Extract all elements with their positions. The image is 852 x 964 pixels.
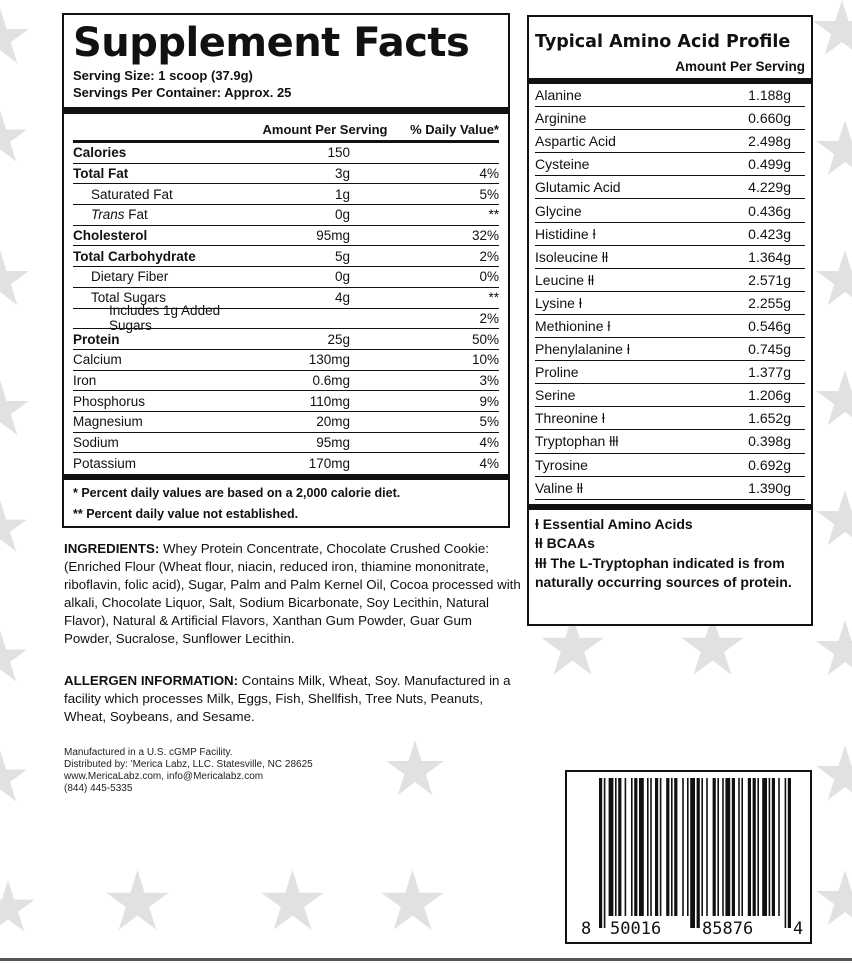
nutrient-name: Total Sugars — [91, 290, 167, 306]
amino-name: Serine — [535, 387, 576, 404]
amino-name: Valine ƚƚ — [535, 479, 583, 496]
barcode-bar — [788, 778, 791, 928]
amino-row — [535, 153, 805, 176]
nutrient-amount: 25g — [327, 331, 350, 347]
nutrient-amount: 1g — [334, 186, 350, 202]
amino-table — [535, 84, 805, 500]
amino-value: 0.745g — [748, 341, 791, 358]
nutrient-dv: 3% — [479, 372, 499, 388]
barcode-bar — [769, 778, 771, 916]
barcode-bar — [599, 778, 602, 928]
nutrient-dv: ** — [488, 290, 499, 306]
barcode-bar — [772, 778, 775, 916]
amino-value: 1.188g — [748, 87, 791, 104]
amino-value: 2.571g — [748, 271, 791, 288]
barcode-bar — [722, 778, 724, 916]
nutrient-name: Total Carbohydrate — [73, 248, 196, 264]
barcode-bar — [785, 778, 787, 928]
nutrient-dv: 32% — [471, 228, 499, 244]
amino-row — [535, 454, 805, 477]
nutrient-name: Total Fat — [73, 166, 129, 182]
amino-name: Tyrosine — [535, 456, 588, 473]
nutrient-name: Protein — [73, 331, 120, 347]
nutrient-dv: ** — [488, 207, 499, 223]
nutrient-amount: 20mg — [316, 414, 350, 430]
barcode-bar — [778, 778, 780, 916]
nutrient-amount: 150 — [327, 145, 350, 161]
nutrition-row — [73, 433, 499, 454]
mfg-line: www.MericaLabz.com, info@Mericalabz.com — [64, 771, 264, 782]
nutrition-row — [73, 267, 499, 288]
nutrition-row — [73, 143, 499, 164]
star-decoration-icon — [0, 750, 28, 806]
star-decoration-icon — [385, 740, 445, 800]
barcode-bar — [741, 778, 743, 916]
nutrient-amount: 95mg — [316, 434, 350, 450]
barcode-bar — [634, 778, 637, 916]
nutrient-dv: 50% — [471, 331, 499, 347]
nutrient-dv: 4% — [479, 166, 499, 182]
amino-row — [535, 384, 805, 407]
amino-title: Typical Amino Acid Profile — [535, 32, 791, 52]
amino-value: 2.255g — [748, 294, 791, 311]
barcode-bar — [604, 778, 606, 928]
nutrition-row — [73, 303, 499, 334]
amino-row — [535, 407, 805, 430]
amino-value: 1.390g — [748, 479, 791, 496]
barcode-bar — [674, 778, 677, 916]
amino-name: Glycine — [535, 202, 582, 219]
star-decoration-icon — [0, 630, 28, 686]
servings-per-container: Servings Per Container: Approx. 25 — [73, 85, 292, 100]
amino-name: Aspartic Acid — [535, 133, 616, 150]
allergen-label: ALLERGEN INFORMATION: — [64, 673, 239, 688]
amino-row — [535, 292, 805, 315]
divider — [64, 107, 508, 114]
barcode-bar — [706, 778, 708, 916]
nutrient-name: Magnesium — [73, 414, 143, 430]
ingredients-list: Whey Protein Concentrate, Chocolate Crushed Cookie: (Enriched Flour (Wheat flour, niacin, reduced iron, thiamine mononitrate, riboflavin, folic acid), Sugar, Palm and Palm Kernel Oil, Cocoa processed with alkali, Chocolate Liquor, Salt, Sodium Bicarbonate, Soy Lecithin, Natural Flavor), Natural & Artificial Flavors, Xanthan Gum Powder, Guar Gum Powder, Sucralose, Sunflower Lecithin. — [64, 541, 521, 646]
amino-row — [535, 269, 805, 292]
allergen-list: Contains Milk, Wheat, Soy. Manufactured in a facility which processes Milk, Eggs, Fish, Shellfish, Tree Nuts, Peanuts, Wheat, Soybeans, and Sesame. — [64, 673, 511, 724]
legend-essential: ƚ Essential Amino Acids — [535, 515, 693, 532]
amino-row — [535, 430, 805, 453]
star-decoration-icon — [380, 870, 445, 935]
star-decoration-icon — [815, 250, 852, 310]
star-decoration-icon — [815, 745, 852, 805]
nutrient-amount: 170mg — [308, 456, 350, 472]
amino-name: Methionine ƚ — [535, 317, 611, 334]
amino-name: Histidine ƚ — [535, 225, 596, 242]
nutrient-amount: 0.6mg — [312, 372, 350, 388]
barcode-bar — [625, 778, 627, 916]
barcode-bar — [615, 778, 617, 916]
amino-row — [535, 199, 805, 222]
nutrition-row — [73, 453, 499, 474]
amount-column-header: Amount Per Serving — [262, 121, 388, 137]
amino-row — [535, 84, 805, 107]
barcode-bar — [631, 778, 633, 916]
supplement-facts-panel — [62, 13, 510, 528]
footnote-not-established: ** Percent daily value not established. — [73, 507, 299, 521]
barcode-bars — [567, 772, 810, 942]
amino-value: 0.660g — [748, 110, 791, 127]
nutrient-name: Calories — [73, 145, 127, 161]
daily-value-column-header: % Daily Value* — [410, 121, 499, 137]
barcode-bar — [748, 778, 751, 916]
nutrient-amount: 110mg — [309, 393, 350, 409]
amino-row — [535, 176, 805, 199]
nutrient-dv: 10% — [471, 352, 499, 368]
barcode-bar — [717, 778, 719, 916]
amino-name: Leucine ƚƚ — [535, 271, 595, 288]
nutrient-amount: 95mg — [316, 228, 350, 244]
nutrient-name: Potassium — [73, 456, 137, 472]
nutrient-name: Dietary Fiber — [91, 269, 169, 285]
amino-name: Alanine — [535, 87, 582, 104]
star-decoration-icon — [0, 250, 30, 310]
amino-row — [535, 361, 805, 384]
star-decoration-icon — [815, 490, 852, 550]
nutrient-dv: 9% — [479, 393, 499, 409]
nutrient-amount: 5g — [334, 248, 350, 264]
barcode-bar — [757, 778, 759, 916]
barcode-bar — [650, 778, 652, 916]
barcode-bar — [701, 778, 703, 916]
barcode-bar — [713, 778, 716, 916]
mfg-line: Distributed by: 'Merica Labz, LLC. Statesville, NC 28625 — [64, 759, 313, 770]
divider — [64, 474, 508, 480]
star-decoration-icon — [815, 370, 852, 430]
amino-row — [535, 107, 805, 130]
star-decoration-icon — [812, 0, 852, 60]
nutrient-name: Saturated Fat — [91, 186, 173, 202]
barcode-bar — [618, 778, 621, 916]
amino-name: Cysteine — [535, 156, 590, 173]
barcode-bar — [647, 778, 649, 916]
nutrition-row — [73, 329, 499, 350]
amino-row — [535, 338, 805, 361]
barcode-bar — [655, 778, 658, 916]
supplement-facts-title: Supplement Facts — [73, 20, 470, 66]
legend-bcaa: ƚƚ BCAAs — [535, 535, 595, 552]
star-decoration-icon — [815, 120, 852, 180]
amino-row — [535, 130, 805, 153]
nutrient-dv: 4% — [479, 456, 499, 472]
nutrient-dv: 5% — [479, 186, 499, 202]
amino-name: Phenylalanine ƚ — [535, 341, 630, 358]
star-decoration-icon — [0, 380, 30, 440]
amino-name: Isoleucine ƚƚ — [535, 248, 609, 265]
nutrient-name: Iron — [73, 372, 97, 388]
amino-row — [535, 223, 805, 246]
nutrition-row — [73, 391, 499, 412]
amino-value: 4.229g — [748, 179, 791, 196]
amino-name: Proline — [535, 364, 579, 381]
amino-value: 0.499g — [748, 156, 791, 173]
barcode-bar — [725, 778, 730, 916]
nutrition-row — [73, 412, 499, 433]
barcode-digit-right: 4 — [793, 919, 804, 939]
nutrient-dv: 5% — [479, 414, 499, 430]
nutrition-row — [73, 226, 499, 247]
bottom-rule — [0, 958, 852, 961]
barcode-bar — [671, 778, 673, 916]
barcode-bar — [687, 778, 689, 916]
nutrition-row — [73, 371, 499, 392]
amino-name: Threonine ƚ — [535, 410, 606, 427]
nutrient-amount: 130mg — [308, 352, 350, 368]
barcode-bar — [660, 778, 662, 916]
barcode-bar — [639, 778, 644, 916]
nutrition-row — [73, 246, 499, 267]
nutrient-dv: 2% — [479, 248, 499, 264]
nutrient-amount: 0g — [334, 269, 350, 285]
barcode-bar — [753, 778, 756, 916]
allergen-text — [64, 672, 524, 726]
amino-name: Lysine ƚ — [535, 294, 582, 311]
amino-value: 1.206g — [748, 387, 791, 404]
amino-value: 1.377g — [748, 364, 791, 381]
mfg-line: (844) 445-5335 — [64, 783, 133, 794]
amino-subtitle: Amount Per Serving — [675, 59, 805, 74]
barcode-bar — [609, 778, 614, 916]
nutrient-name: Cholesterol — [73, 228, 148, 244]
barcode-group2: 85876 — [702, 919, 754, 939]
amino-name: Glutamic Acid — [535, 179, 621, 196]
footnote-daily-values: * Percent daily values are based on a 2,000 calorie diet. — [73, 486, 401, 500]
barcode — [565, 770, 812, 944]
nutrient-amount: 4g — [334, 290, 350, 306]
nutrient-dv: 2% — [479, 310, 499, 326]
amino-acid-panel — [527, 15, 813, 626]
star-decoration-icon — [260, 870, 325, 935]
amino-value: 0.423g — [748, 225, 791, 242]
amino-value: 1.364g — [748, 248, 791, 265]
nutrient-name: Phosphorus — [73, 393, 146, 409]
nutrient-name: Calcium — [73, 352, 122, 368]
nutrient-amount: 0g — [334, 207, 350, 223]
star-decoration-icon — [0, 500, 28, 556]
star-decoration-icon — [0, 880, 36, 936]
star-decoration-icon — [0, 110, 28, 166]
nutrient-name: Sodium — [73, 434, 119, 450]
amino-row — [535, 477, 805, 500]
star-decoration-icon — [0, 8, 30, 68]
amino-name: Arginine — [535, 110, 587, 127]
amino-value: 0.436g — [748, 202, 791, 219]
amino-value: 0.692g — [748, 456, 791, 473]
nutrition-row — [73, 184, 499, 205]
barcode-bar — [732, 778, 735, 916]
divider — [529, 504, 811, 510]
barcode-group1: 50016 — [610, 919, 662, 939]
star-decoration-icon — [815, 870, 852, 930]
nutrient-name: Trans Fat — [91, 207, 148, 223]
ingredients-label: INGREDIENTS: — [64, 541, 160, 556]
manufacturer-info — [64, 747, 313, 795]
nutrient-amount: 3g — [334, 166, 350, 182]
barcode-bar — [697, 778, 700, 928]
star-decoration-icon — [105, 870, 170, 935]
amino-value: 2.498g — [748, 133, 791, 150]
barcode-bar — [682, 778, 684, 916]
nutrition-header-row — [73, 118, 499, 143]
mfg-line: Manufactured in a U.S. cGMP Facility. — [64, 747, 233, 758]
serving-size: Serving Size: 1 scoop (37.9g) — [73, 68, 253, 83]
amino-value: 0.398g — [748, 433, 791, 450]
amino-value: 0.546g — [748, 317, 791, 334]
ingredients-text — [64, 540, 522, 648]
amino-value: 1.652g — [748, 410, 791, 427]
barcode-bar — [762, 778, 767, 916]
legend-tryptophan: ƚƚƚ The L-Tryptophan indicated is from naturally occurring sources of protein. — [535, 554, 792, 591]
nutrient-name: Includes 1g Added Sugars — [109, 303, 221, 334]
amino-row — [535, 246, 805, 269]
barcode-bar — [738, 778, 740, 916]
barcode-bar — [690, 778, 695, 928]
nutrition-row — [73, 164, 499, 185]
amino-row — [535, 315, 805, 338]
barcode-digit-left: 8 — [581, 919, 592, 939]
barcode-bar — [666, 778, 669, 916]
nutrition-row — [73, 205, 499, 226]
nutrient-dv: 4% — [479, 434, 499, 450]
amino-legend — [535, 515, 805, 593]
nutrition-row — [73, 350, 499, 371]
star-decoration-icon — [815, 620, 852, 680]
nutrient-dv: 0% — [479, 269, 499, 285]
amino-name: Tryptophan ƚƚƚ — [535, 433, 619, 450]
